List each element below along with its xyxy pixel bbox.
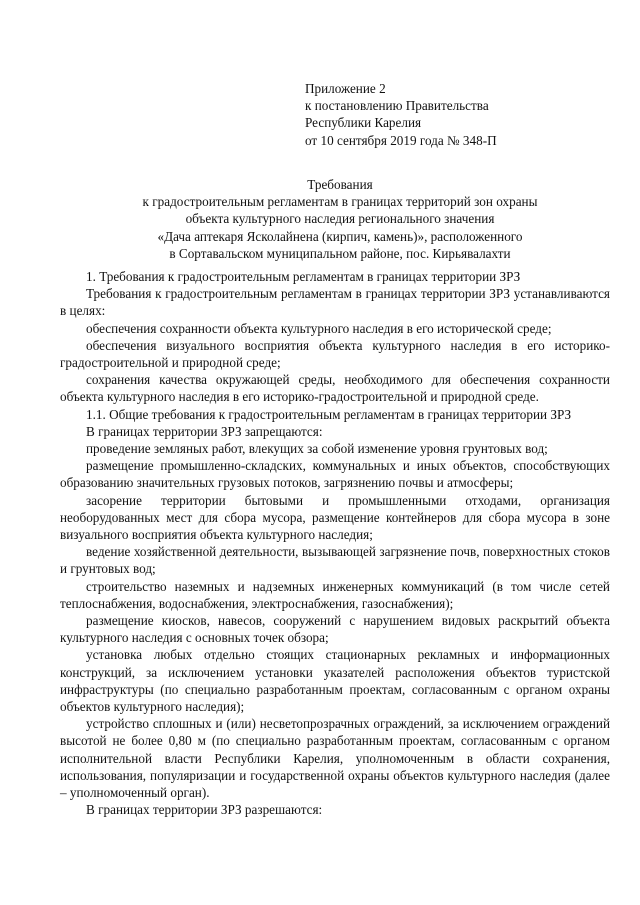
document-body [60,268,610,819]
appendix-line: Республики Карелия [305,115,422,131]
appendix-block [305,80,605,149]
body-paragraph: Требования к градостроительным регламентам в границах территории ЗРЗ устанавливаются в целях: [60,286,610,319]
document-title [60,176,620,262]
appendix-line: к постановлению Правительства [305,98,489,114]
list-item: сохранения качества окружающей среды, необходимого для обеспечения сохранности объекта культурного наследия в его историко-градостроительной и природной среде. [60,372,610,405]
body-paragraph: В границах территории ЗРЗ разрешаются: [86,802,323,818]
list-item: засорение территории бытовыми и промышленными отходами, организация необорудованных мест для сбора мусора, размещение контейнеров для сбора мусора в зоне визуального восприятия объекта культурного наследия; [60,492,610,543]
title-line: Требования [307,177,373,192]
title-line: объекта культурного наследия регионального значения [185,211,495,227]
list-item: устройство сплошных и (или) несветопрозрачных ограждений, за исключением ограждений высотой не более 0,80 м (по специально разработанным проектам, согласованным с органом исполнительной власти Республики Карелия, уполномоченным в области сохранения, использования, популяризации и государственной охраны объектов культурного наследия (далее – уполномоченный орган). [60,716,610,801]
list-item: обеспечения визуального восприятия объекта культурного наследия в его историко-градостроительной и природной среде; [60,337,610,371]
list-item: строительство наземных и надземных инженерных коммуникаций (в том числе сетей теплоснабжения, водоснабжения, электроснабжения, газоснабжения); [60,578,610,611]
list-item: размещение киосков, навесов, сооружений с нарушением видовых раскрытий объекта культурного наследия с основных точек обзора; [60,613,610,646]
subsection-heading: 1.1. Общие требования к градостроительным регламентам в границах территории ЗРЗ [86,406,572,422]
title-line: в Сортавальском муниципальном районе, пос. Кирьявалахти [169,245,511,261]
list-item: обеспечения сохранности объекта культурного наследия в его исторической среде; [86,320,552,336]
list-item: ведение хозяйственной деятельности, вызывающей загрязнение почв, поверхностных стоков и грунтовых вод; [60,544,610,577]
appendix-line: от 10 сентября 2019 года № 348-П [305,132,497,148]
list-item: установка любых отдельно стоящих стационарных рекламных и информационных конструкций, за исключением установки указателей расположения объектов туристской инфраструктуры (по специально разработанным проектам, согласованным с органом охраны объектов культурного наследия); [60,647,610,715]
section-heading: 1. Требования к градостроительным регламентам в границах территории ЗРЗ [86,269,521,284]
body-paragraph: В границах территории ЗРЗ запрещаются: [86,423,323,439]
appendix-line: Приложение 2 [305,81,386,96]
list-item: размещение промышленно-складских, коммунальных и иных объектов, способствующих образованию значительных грузовых потоков, загрязнению почвы и атмосферы; [60,458,610,491]
list-item: проведение земляных работ, влекущих за собой изменение уровня грунтовых вод; [86,441,548,457]
title-line: «Дача аптекаря Ясколайнена (кирпич, камень)», расположенного [157,228,523,244]
title-line: к градостроительным регламентам в границах территорий зон охраны [142,194,538,210]
